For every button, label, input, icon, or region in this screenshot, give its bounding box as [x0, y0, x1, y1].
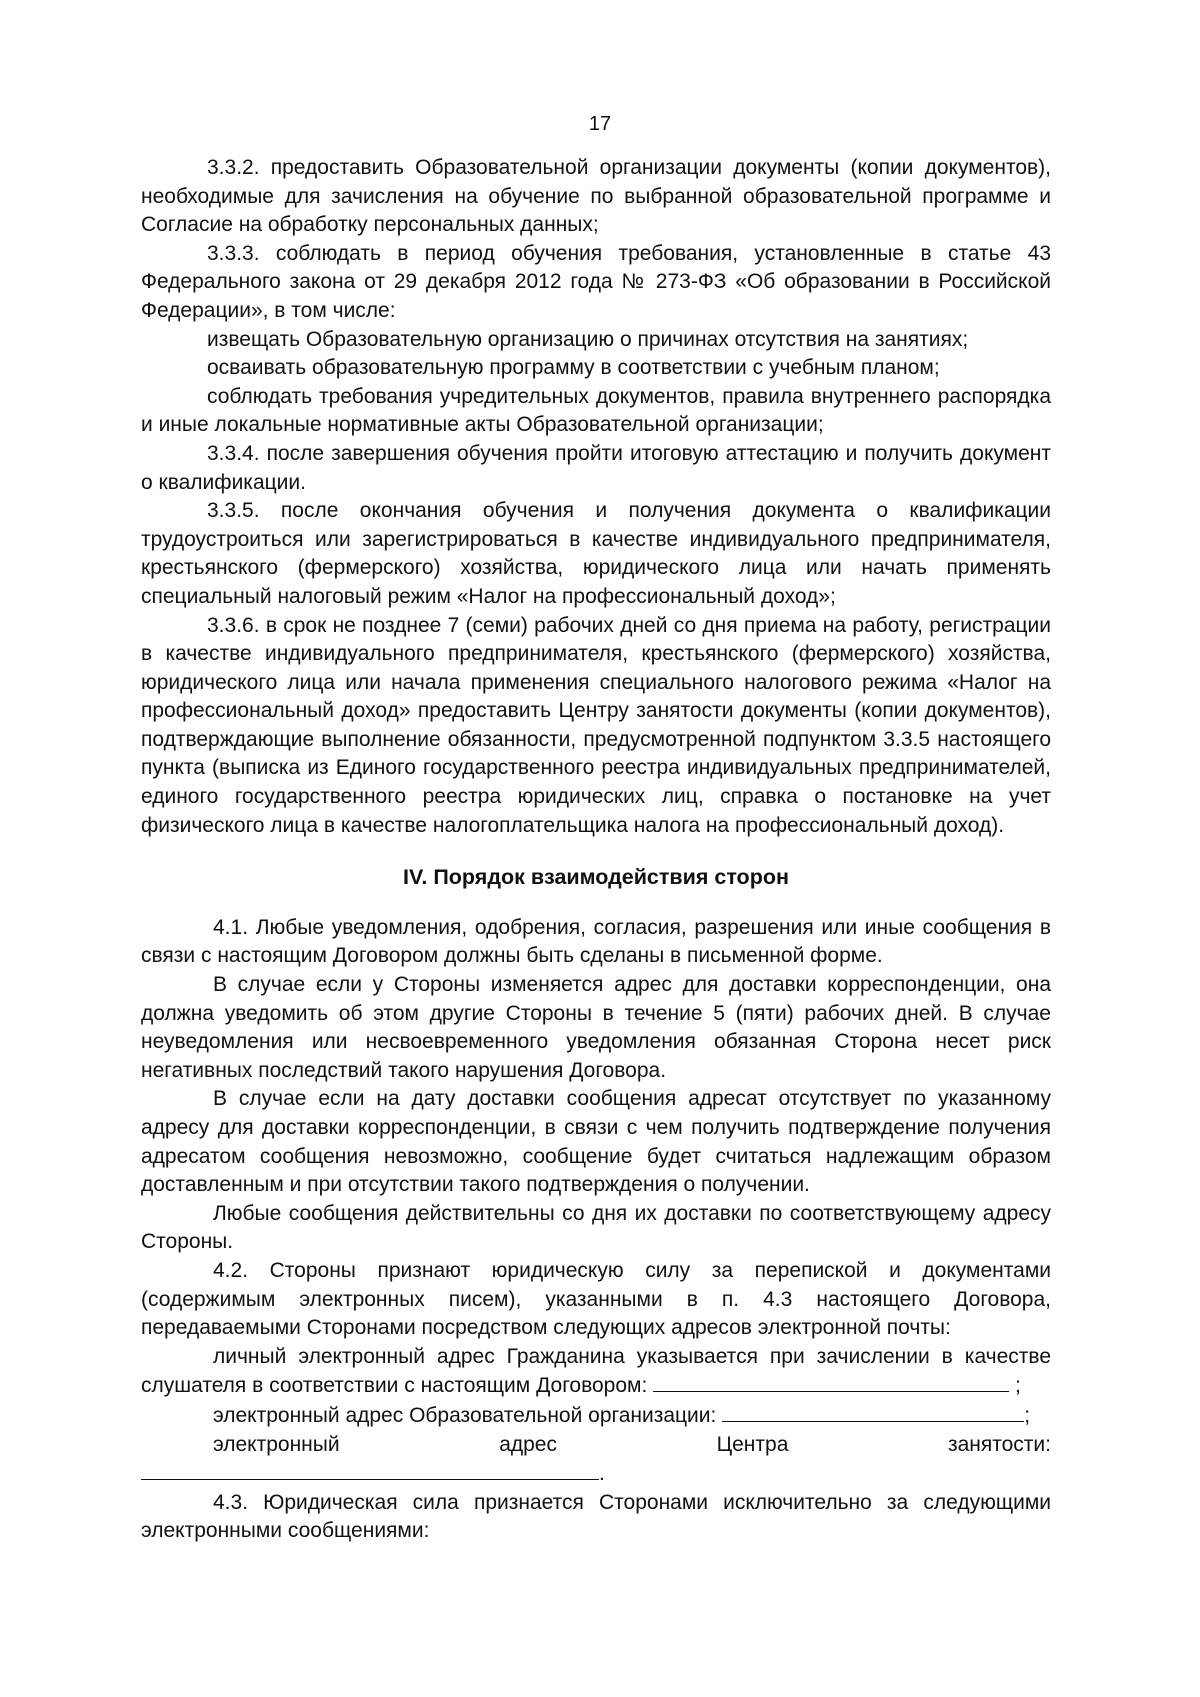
clause-4-1-address-change: В случае если у Стороны изменяется адрес для доставки корреспонденции, она должна уведомить об этом другие Стороны в течение 5 (пяти) рабочих дней. В случае неуведомления или несвоевременного уведомления обязанная Сторона несет риск негативных последствий такого нарушения Договора. — [141, 973, 1051, 1082]
clause-4-1: 4.1. Любые уведомления, одобрения, согласия, разрешения или иные сообщения в связи с настоящим Договором должны быть сделаны в письменной форме. — [141, 915, 1051, 968]
clause-3-3-4: 3.3.4. после завершения обучения пройти итоговую аттестацию и получить документ о квалификации. — [141, 441, 1051, 494]
clause-3-3-6: 3.3.6. в срок не позднее 7 (семи) рабочих дней со дня приема на работу, регистрации в качестве индивидуального предпринимателя, крестьянского (фермерского) хозяйства, юридического лица или начала применения специального налогового режима «Налог на профессиональный доход» предоставить Центру занятости документы (копии документов), подтверждающие выполнение обязанности, предусмотренной подпунктом 3.3.5 настоящего пункта (выписка из Единого государственного реестра индивидуальных предпринимателей, единого государственного реестра юридических лиц, справка о постановке на учет физического лица в качестве налогоплательщика налога на профессиональный доход). — [141, 613, 1051, 837]
clause-3-3-3: 3.3.3. соблюдать в период обучения требования, установленные в статье 43 Федерального закона от 29 декабря 2012 года № 273-ФЗ «Об образовании в Российской Федерации», в том числе: — [141, 241, 1051, 322]
citizen-email-label: личный электронный адрес Гражданина указывается при зачислении в качестве слушателя в соответствии с настоящим Договором: — [141, 1344, 1051, 1398]
org-email-blank — [722, 1401, 1024, 1422]
clause-3-3-3-item-3: соблюдать требования учредительных документов, правила внутреннего распорядка и иные локальные нормативные акты Образовательной организации; — [141, 384, 1051, 437]
clause-3-3-3-item-2: осваивать образовательную программу в соответствии с учебным планом; — [207, 356, 940, 380]
clause-3-3-2: 3.3.2. предоставить Образовательной организации документы (копии документов), необходимые для зачисления на обучение по выбранной образовательной программе и Согласие на обработку персональных данных; — [141, 156, 1051, 237]
clause-4-1-validity: Любые сообщения действительны со дня их доставки по соответствующему адресу Стороны. — [141, 1201, 1051, 1254]
citizen-email-blank — [653, 1371, 1009, 1392]
org-email-label: электронный адрес Образовательной организации: — [213, 1403, 717, 1427]
center-email-blank — [141, 1459, 599, 1480]
document-body — [141, 154, 1051, 1546]
section-heading: IV. Порядок взаимодействия сторон — [403, 865, 789, 890]
citizen-email-line — [141, 1343, 1051, 1401]
clause-4-1-addressee-absent: В случае если на дату доставки сообщения адресат отсутствует по указанному адресу для доставки корреспонденции, в связи с чем получить подтверждение получения адресатом сообщения невозможно, сообщение будет считаться надлежащим образом доставленным и при отсутствии такого подтверждения о получении. — [141, 1087, 1051, 1197]
org-email-line — [141, 1401, 1051, 1431]
page-number: 17 — [588, 113, 612, 135]
center-email-end: . — [599, 1462, 605, 1486]
clause-3-3-3-item-1: извещать Образовательную организацию о причинах отсутствия на занятиях; — [207, 327, 969, 351]
center-email-label: электронный адрес Центра занятости: — [213, 1432, 1051, 1456]
citizen-email-end: ; — [1015, 1374, 1021, 1398]
center-email-line — [141, 1431, 1051, 1489]
org-email-end: ; — [1024, 1403, 1031, 1427]
clause-3-3-5: 3.3.5. после окончания обучения и получения документа о квалификации трудоустроиться или зарегистрироваться в качестве индивидуального предпринимателя, крестьянского (фермерского) хозяйства, юридического лица или начать применять специальный налоговый режим «Налог на профессиональный доход»; — [141, 499, 1051, 608]
clause-4-2: 4.2. Стороны признают юридическую силу за перепиской и документами (содержимым электронных писем), указанными в п. 4.3 настоящего Договора, передаваемыми Сторонами посредством следующих адресов электронной почты: — [141, 1258, 1051, 1340]
clause-4-3: 4.3. Юридическая сила признается Сторонами исключительно за следующими электронными сообщениями: — [141, 1490, 1051, 1543]
